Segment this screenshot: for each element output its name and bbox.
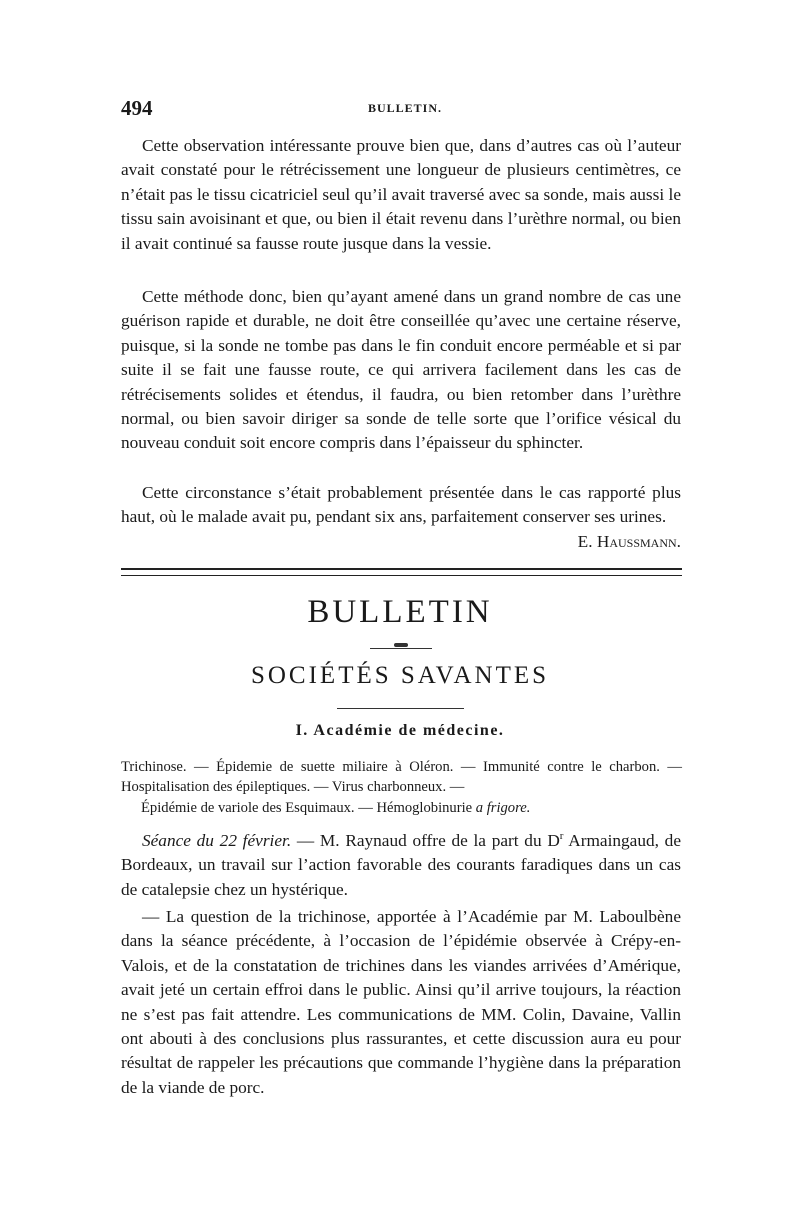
seance-paragraph-1-tail: Armaingaud, de Bordeaux, un travail sur l’action favorable des courants faradiques dans un cas de catalepsie chez un hystérique. [121,830,681,899]
section-summary [121,757,682,818]
page-number: 494 [121,96,153,120]
summary-line-2 [121,798,682,818]
summary-line-2-italic: a frigore. [475,799,531,816]
running-head: BULLETIN. [368,101,443,115]
summary-line-2-lead: Épidémie de variole des Esquimaux. — Hémoglobinurie [141,799,476,816]
seance-paragraph-1-text: — M. Raynaud offre de la part du D [291,830,560,850]
section-heading: I. Académie de médecine. [295,722,505,739]
article-paragraph-3-text: Cette circonstance s’était probablement présentée dans le cas rapporté plus haut, où le malade avait pu, pendant six ans, parfaitement conserver ses urines. [121,483,681,527]
seance-paragraph-1 [121,824,681,902]
bulletin-title: BULLETIN [307,594,493,630]
section-subtitle: SOCIÉTÉS SAVANTES [250,662,550,689]
article-paragraph-2: Cette méthode donc, bien qu’ayant amené dans un grand nombre de cas une guérison rapide et durable, ne doit être conseillée qu’avec une certaine réserve, puisque, si la sonde ne tombe pas dans le fin conduit encore perméable et si par suite il se fait une fausse route, ce qui arrivera facilement dans les cas de rétrécisements solides et étendus, il faudra, ou bien retomber dans l’urèthre normal, ou bien savoir diriger sa sonde de telle sorte que l’orifice vésical du nouveau conduit soit encore compris dans l’épaisseur du sphincter. [121,287,681,453]
page-header [121,96,681,122]
signature-initial: E. [577,531,597,551]
article-paragraph-1: Cette observation intéressante prouve bien que, dans d’autres cas où l’auteur avait constaté pour le rétrécissement une longueur de plusieurs centimètres, ce n’était pas le tissu cicatriciel seul qu’il avait traversé avec sa sonde, mais aussi le tissu sain avoisinant et que, ou bien il était revenu dans l’urèthre normal, ou bien il avait continué sa fausse route jusque dans la vessie. [121,136,681,253]
doctor-abbrev-sup: r [559,830,564,842]
article-paragraph-3 [121,481,681,554]
summary-line-1: Trichinose. — Épidemie de suette miliaire à Oléron. — Immunité contre le charbon. — Hospitalisation des épileptiques. — Virus charbonneux. — [121,759,682,796]
signature-name: Haussmann. [596,531,681,551]
author-signature [557,530,681,554]
seance-date: Séance du 22 février. [142,830,292,850]
section-divider [121,568,682,576]
ornament-divider [370,642,432,649]
subtitle-rule [337,708,464,709]
seance-paragraph-2: — La question de la trichinose, apportée à l’Académie par M. Laboulbène dans la séance précédente, à l’occasion de l’épidémie observée à Crépy-en-Valois, et de la constatation de trichines dans les viandes arrivées d’Amérique, avait jeté un certain effroi dans le public. Ainsi qu’il arrive toujours, la réaction ne s’est pas fait attendre. Les communications de MM. Colin, Davaine, Vallin ont abouti à des conclusions plus rassurantes, et cette discussion aura eu pour résultat de rappeler les précautions que commande l’hygiène dans la préparation de la viande de porc. [121,907,681,1097]
